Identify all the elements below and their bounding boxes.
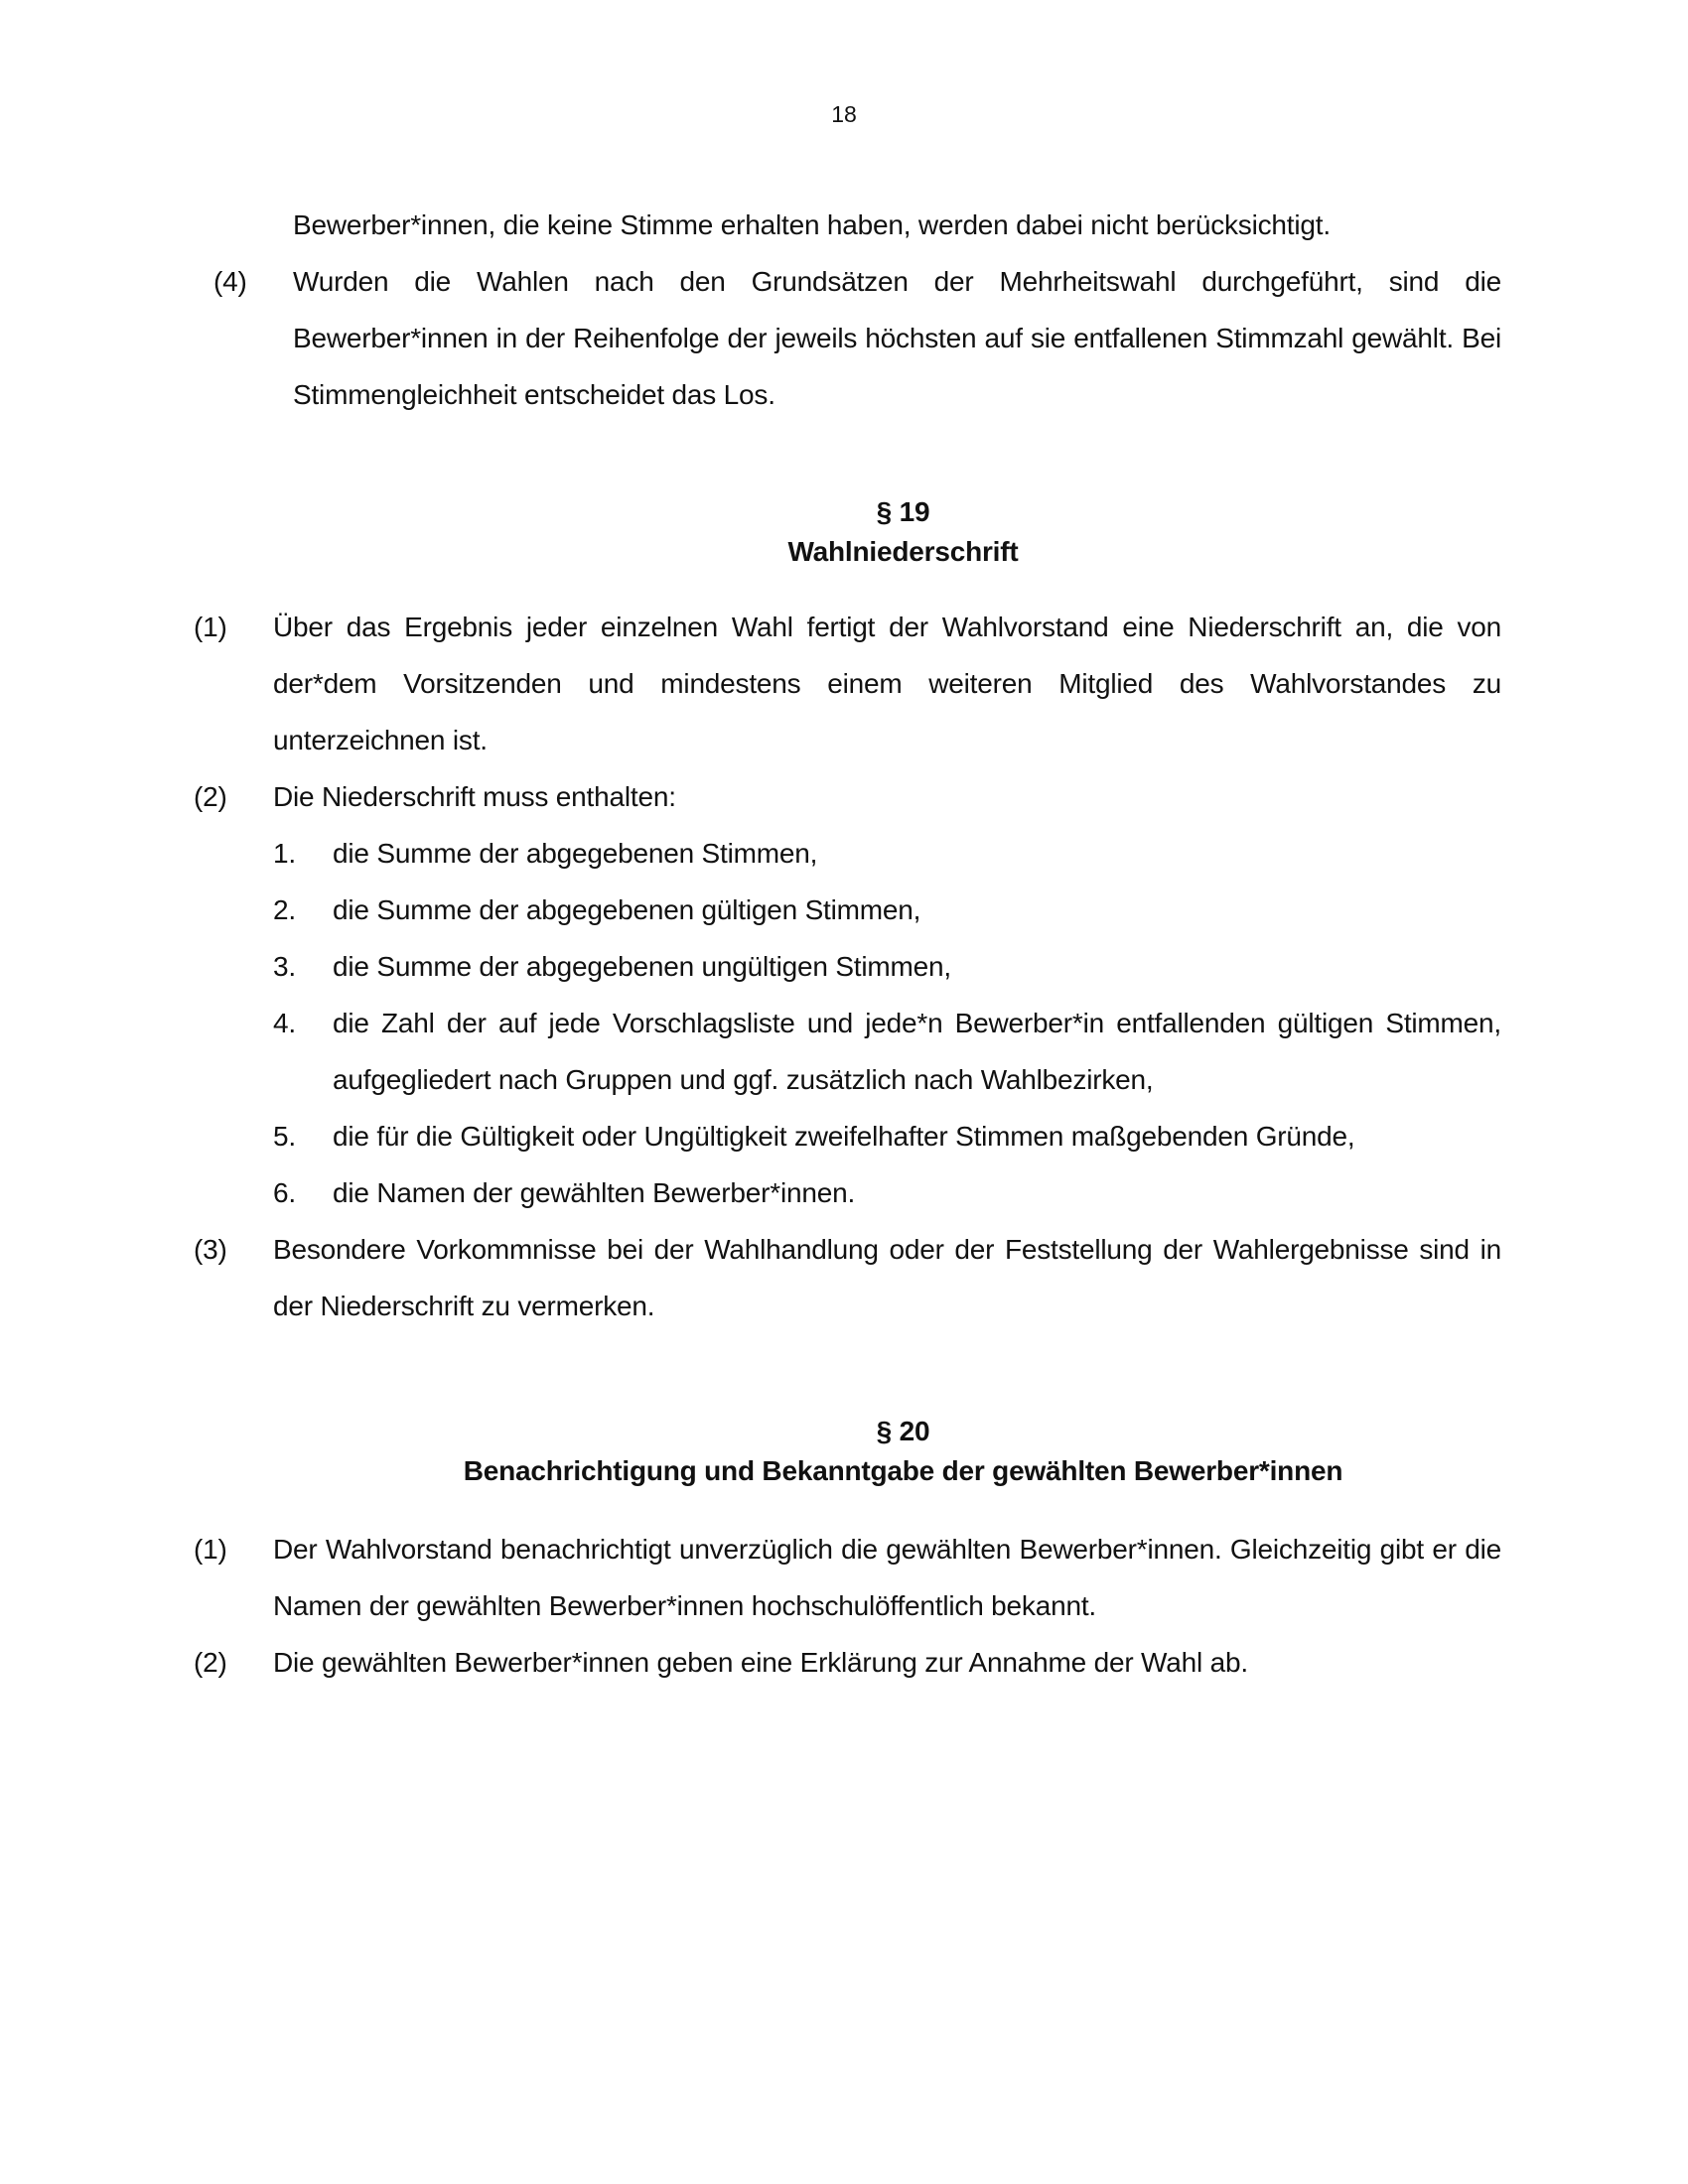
list-item: [273, 995, 1501, 1108]
paragraph-number: (1): [194, 1534, 227, 1565]
section-title: Wahlniederschrift: [787, 536, 1019, 567]
list-item-text: die Zahl der auf jede Vorschlagsliste und jede*n Bewerber*in entfallenden gültigen Stimmen, aufgegliedert nach Gruppen und ggf. zusätzlich nach Wahlbezirken,: [333, 1008, 1501, 1095]
s19-paragraph-1: [194, 599, 1501, 768]
page-number: 18: [831, 101, 857, 127]
section-20-heading: [194, 1412, 1501, 1491]
list-item: [273, 882, 1501, 938]
s19-paragraph-2: [194, 768, 1501, 825]
section-number: § 19: [876, 496, 930, 527]
document-body: [194, 197, 1501, 1691]
continuation-text: Bewerber*innen, die keine Stimme erhalten haben, werden dabei nicht berücksichtigt.: [293, 209, 1331, 240]
list-item-text: die Summe der abgegebenen Stimmen,: [333, 838, 818, 869]
paragraph-number: (2): [194, 1647, 227, 1678]
list-item-number: 5.: [273, 1121, 296, 1152]
section-title: Benachrichtigung und Bekanntgabe der gewählten Bewerber*innen: [463, 1455, 1343, 1486]
list-item-number: 4.: [273, 1008, 296, 1038]
paragraph-4: [194, 253, 1501, 423]
list-item-number: 1.: [273, 838, 296, 869]
s19-enumeration: [194, 825, 1501, 1221]
list-item-number: 2.: [273, 894, 296, 925]
list-item: [273, 1108, 1501, 1164]
paragraph-text: Die gewählten Bewerber*innen geben eine Erklärung zur Annahme der Wahl ab.: [273, 1647, 1248, 1678]
s20-paragraph-2: [194, 1634, 1501, 1691]
paragraph-number: (3): [194, 1234, 227, 1265]
s20-paragraph-1: [194, 1521, 1501, 1634]
list-item-number: 6.: [273, 1177, 296, 1208]
section-number: § 20: [876, 1416, 930, 1446]
section-19-heading: [194, 492, 1501, 572]
paragraph-number: (2): [194, 781, 227, 812]
paragraph-number: (1): [194, 612, 227, 642]
s19-paragraph-3: [194, 1221, 1501, 1334]
list-item-text: die Summe der abgegebenen gültigen Stimmen,: [333, 894, 921, 925]
paragraph-text: Wurden die Wahlen nach den Grundsätzen der Mehrheitswahl durchgeführt, sind die Bewerber*innen in der Reihenfolge der jeweils höchsten auf sie entfallenen Stimmzahl gewählt. Bei Stimmengleichheit entscheidet das Los.: [293, 266, 1501, 410]
list-item-text: die Summe der abgegebenen ungültigen Stimmen,: [333, 951, 951, 982]
list-item: [273, 938, 1501, 995]
list-item-text: die Namen der gewählten Bewerber*innen.: [333, 1177, 856, 1208]
paragraph-text: Besondere Vorkommnisse bei der Wahlhandlung oder der Feststellung der Wahlergebnisse sind in der Niederschrift zu vermerken.: [273, 1234, 1501, 1321]
paragraph-number: (4): [213, 266, 247, 297]
paragraph-text: Die Niederschrift muss enthalten:: [273, 781, 676, 812]
list-item-number: 3.: [273, 951, 296, 982]
paragraph-text: Der Wahlvorstand benachrichtigt unverzüglich die gewählten Bewerber*innen. Gleichzeitig gibt er die Namen der gewählten Bewerber*innen hochschulöffentlich bekannt.: [273, 1534, 1501, 1621]
list-item: [273, 1164, 1501, 1221]
paragraph-text: Über das Ergebnis jeder einzelnen Wahl fertigt der Wahlvorstand eine Niederschrift an, die von der*dem Vorsitzenden und mindestens einem weiteren Mitglied des Wahlvorstandes zu unterzeichnen ist.: [273, 612, 1501, 755]
list-item: [273, 825, 1501, 882]
list-item-text: die für die Gültigkeit oder Ungültigkeit zweifelhafter Stimmen maßgebenden Gründe,: [333, 1121, 1355, 1152]
